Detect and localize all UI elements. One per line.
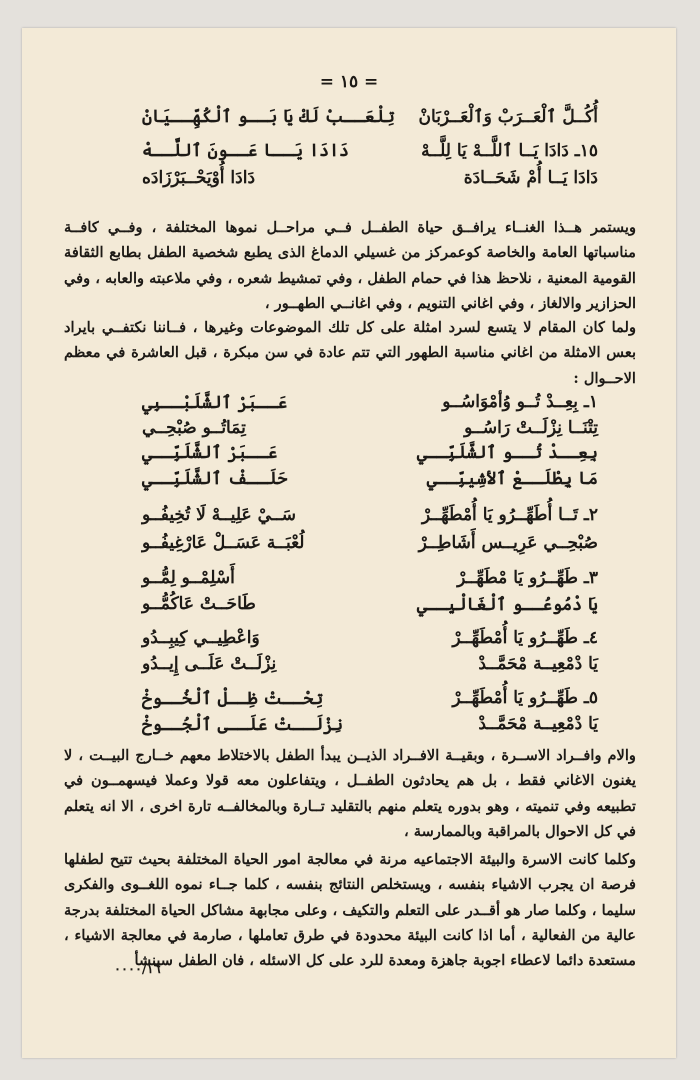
verse-left-hemistich: نِزْلَــتْ عَلَــى إِيــدُو — [142, 654, 277, 674]
verse-right-hemistich: تِتْنَــا نِزْلَــتْ رَاسُــو — [464, 418, 598, 438]
page-number: = ١٥ = — [319, 72, 379, 92]
verse-right-hemistich: ٤ـ طَهِّــرُو يَا أُمْطَهِّــرْ — [452, 628, 598, 648]
paragraph-1: ويستمر هــذا الغنــاء يرافــق حياة الطفــل فــي مراحــل نموها المختلفة ، وفــي كافــة مناسباتها العامة والخاصة كوعمركز من غسيلي الدماغ الذى يطبع شخصية الطفل بطابع الثقافة القومية المعنية ، نلاحظ هذا في حمام الطفل ، وفي تمشيط شعره ، وفي ملاعبته والعابه ، وفي الحزازير والالغاز ، وفي اغاني التنويم ، وفي اغانــي الطهــور ، — [64, 219, 636, 312]
verse-left-hemistich: طَاحَــتْ عَاكُمُّــو — [142, 594, 256, 614]
verse-right-hemistich: ١٥ـ دَادَا يَــا ٱللَّــهْ يَا لِلَّــهْ — [421, 141, 598, 161]
verse-left-hemistich: لُعْبَــة عَسَــلْ عَارْغِيفُــو — [142, 533, 305, 553]
verse-left-hemistich: نِزْلَــتْ عَلَــى ٱلْجُــوخْ — [142, 715, 344, 735]
verse-left-hemistich: وَاعْطِيــي كِيبِــدُو — [142, 628, 260, 648]
verse-left-hemistich: تِحْــتْ ظِــلْ ٱلْخُــوخْ — [142, 689, 324, 709]
verse-right-hemistich: يَا دْمْعِيــة مْحَمَّــدْ — [478, 714, 598, 734]
verse-left-hemistich: سَــيْ عَلِيــهْ لَا تُخِيفُــو — [142, 505, 296, 525]
verse-left-hemistich: دَادَا يَــا عَــونَ ٱللَّــهْ — [142, 141, 350, 161]
paragraph-4: وكلما كانت الاسرة والبيئة الاجتماعيه مرنة في معالجة امور الحياة المختلفة بحيث تتيح لطفلها فرصة ان يجرب الاشياء بنفسه ، ويستخلص النتائج بنفسه ، كلما جــاء نموه اللغــوى والفكرى سليما ، وكلما صار هو أقــدر على التعلم والتكيف ، وعلى مجابهة مشاكل الحياة المختلفة بدرجة عالية من الفعالية ، أما اذا كانت البيئة محدودة في طرق تعاملها ، صارمة في معالجة الاشياء ، مستعدة دائما لاعطاء اجوبة جاهزة ومعدة للرد على كل الاسئله ، فان الطفل سينشأ — [64, 851, 636, 970]
verse-left-hemistich: تِمَاتُــو صُبْحِــي — [142, 418, 246, 438]
verse-right-hemistich: دَادَا يَــا أُمْ شَحَــادَة — [463, 168, 598, 188]
footer-code: ٠٠٠٠/١٦ — [114, 962, 161, 977]
verse-right-hemistich: ٢ـ تَــا أُطَهِّــرُو يَا أُمْطَهِّــرْ — [421, 505, 598, 525]
verse-right-hemistich: يَا دْمُوعُــو ٱلْغَالْيِــي — [416, 595, 598, 615]
verse-right-hemistich: ٣ـ طَهِّــرُو يَا مْطَهِّــرْ — [457, 568, 598, 588]
verse-right-hemistich: مَا يِطْلَــعْ ٱلأشِيبِّــي — [426, 469, 598, 489]
verse-right-hemistich: بِعِــدْ تُــو ٱلشَّلَبِّــي — [416, 443, 598, 463]
verse-left-hemistich: عَــبَرْ ٱلشَّلَبْــبِي — [142, 393, 288, 413]
verse-right-hemistich: صُبْحِــي عَرِيــس أَشَاطِــرْ — [418, 533, 598, 553]
verse-left-hemistich: أَسْلِمْــو لِمُّــو — [142, 568, 235, 588]
verse-left-hemistich: دَادَا أُوْيَحْــبَرْزَادَه — [142, 168, 256, 188]
verse-left-hemistich: عَــبَرْ ٱلشَّلَبِّــي — [142, 443, 278, 463]
verse-right-hemistich: ٥ـ طَهِّــرُو يَا أُمْطَهِّــرْ — [452, 688, 598, 708]
document-page — [22, 28, 676, 1058]
verse-right-hemistich: يَا دْمْعِيــة مْحَمَّــدْ — [478, 654, 598, 674]
verse-right-hemistich: أُكُــلَّ ٱلْعَــرَبْ وَٱلْعَــرْبَانْ — [418, 107, 598, 127]
paragraph-2: ولما كان المقام لا يتسع لسرد امثلة على كل تلك الموضوعات وغيرها ، فــاننا نكتفــي بايراد بعس الامثلة من اغاني مناسبة الطهور التي تتم عادة في سن مبكرة ، قبل العاشرة في معظم الاحــوال : — [64, 319, 636, 387]
paragraph-3: والام وافــراد الاســرة ، وبقيــة الافــراد الذيــن يبدأ الطفل بالاختلاط معهم خــارج البيــت ، لا يغنون الاغاني فقط ، بل هم يحادثون الطفــل ، ويتفاعلون معه قولا وعملا فيسهمــون في تطبيعه وفي تنميته ، وهو بدوره يتعلم منهم بالتقليد تــارة وبالمخالفــه تارة اخرى ، الا انه يتعلم في كل الاحوال بالمراقبة وبالممارسة ، — [64, 747, 636, 840]
verse-right-hemistich: ١ـ بِعِــدْ تُــو وُأمْوَاسُــو — [442, 392, 598, 412]
verse-left-hemistich: تِلْعَــبْ لَكْ يَا بَــو ٱلْكُهِّــيَانْ — [142, 107, 395, 127]
verse-left-hemistich: حَلَــفْ ٱلشَّلَبِّــي — [142, 469, 288, 489]
